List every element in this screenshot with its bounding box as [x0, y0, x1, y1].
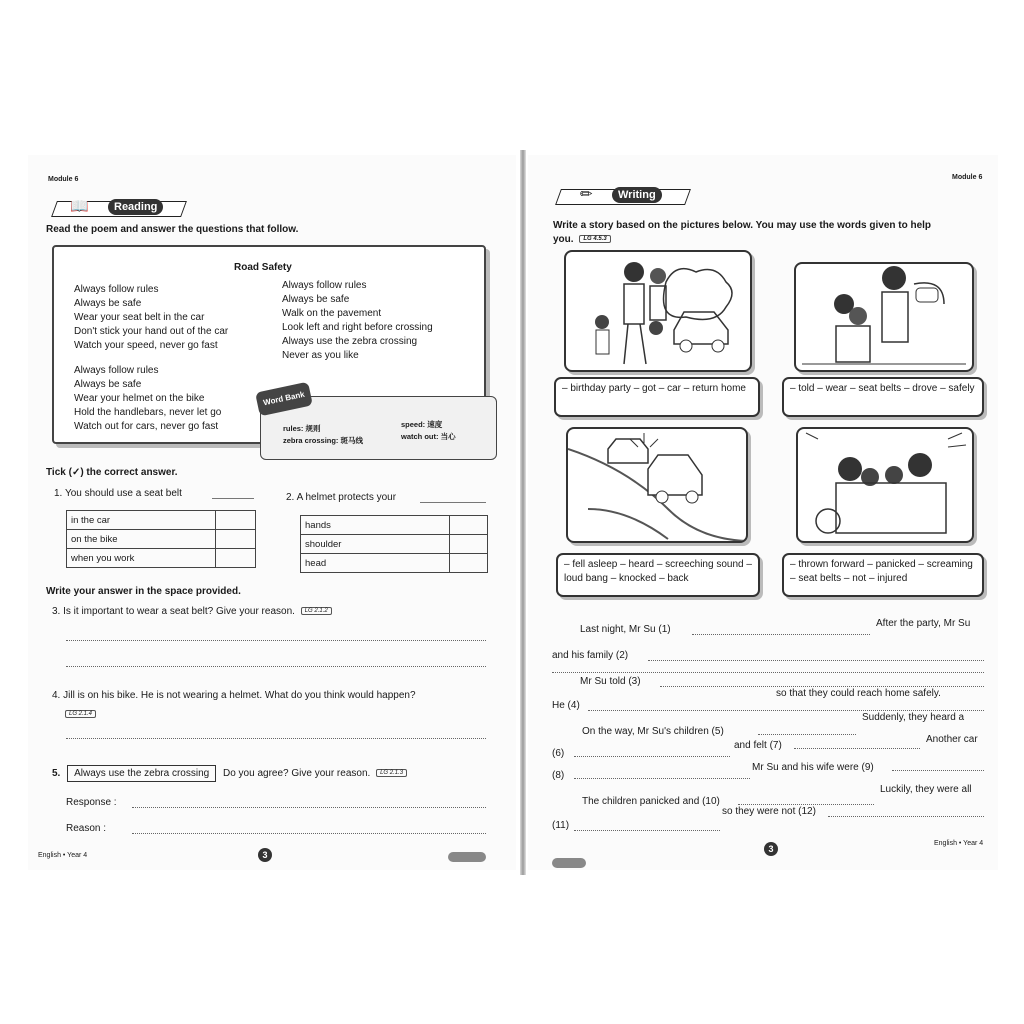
q2-option: head — [301, 554, 450, 573]
story-6b: and felt (7) — [734, 740, 782, 751]
q5-text: Do you agree? Give your reason. — [222, 768, 371, 779]
writing-banner — [552, 186, 692, 206]
word-rules: rules: 规则 — [283, 424, 321, 433]
story-6c: Another car — [926, 734, 978, 745]
poem-line: Watch your speed, never go fast — [74, 340, 218, 351]
caption-2: – told – wear – seat belts – drove – safely — [782, 377, 984, 417]
blank-10[interactable] — [738, 804, 874, 805]
reading-banner — [48, 198, 188, 218]
story-4a: so that they could reach home safely. — [776, 688, 941, 699]
blank-3[interactable] — [660, 686, 984, 687]
module-label: Module 6 — [48, 176, 79, 183]
writing-instruction-2 — [553, 234, 611, 245]
q3-text: Is it important to wear a seat belt? Give your reason. — [63, 606, 295, 617]
word-speed: speed: 速度 — [401, 420, 443, 429]
poem-line: Always follow rules — [74, 284, 159, 295]
q2-options-table — [300, 515, 488, 573]
blank-4[interactable] — [588, 710, 984, 711]
tick-heading: Tick (✓) the correct answer. — [46, 467, 178, 478]
picture-4-family-panicking — [796, 427, 974, 543]
poem-line: Always be safe — [74, 379, 142, 390]
q4-ref: LG 2.1.4 — [65, 710, 96, 718]
q1-number: 1. — [54, 488, 63, 499]
blank-12[interactable] — [828, 816, 984, 817]
poem-stanza-3 — [282, 279, 433, 363]
module-label-right: Module 6 — [952, 174, 983, 181]
poem-line: Don't stick your hand out of the car — [74, 326, 229, 337]
blank-11[interactable] — [574, 830, 720, 831]
q1-options-table — [66, 510, 256, 568]
answer-line[interactable] — [66, 640, 486, 641]
poem-line: Never as you like — [282, 350, 359, 361]
story-5a: On the way, Mr Su's children (5) — [582, 726, 724, 737]
writing-instruction-1: Write a story based on the pictures below. You may use the words given to help — [553, 220, 932, 231]
caption-1: – birthday party – got – car – return home — [554, 377, 760, 417]
word-watch: watch out: 当心 — [401, 432, 456, 441]
picture-3-car-crash — [566, 427, 748, 543]
writing-instruction-you: you. — [553, 234, 574, 245]
q5-ref: LG 2.1.3 — [376, 769, 407, 777]
poem-line: Wear your helmet on the bike — [74, 393, 205, 404]
blank-7[interactable] — [794, 748, 920, 749]
poem-line: Always follow rules — [74, 365, 159, 376]
response-label: Response : — [66, 797, 117, 808]
blank-9[interactable] — [892, 770, 984, 771]
q1-option: when you work — [67, 549, 216, 568]
footer-right: English • Year 4 — [934, 840, 984, 847]
crash-illustration — [568, 429, 746, 541]
caption-3: – fell asleep – heard – screeching sound – loud bang – knocked – back — [556, 553, 760, 597]
tick-box[interactable] — [450, 516, 488, 535]
blank-1[interactable] — [692, 634, 870, 635]
q2-option: shoulder — [301, 535, 450, 554]
story-6a: (6) — [552, 748, 565, 759]
tick-box[interactable] — [216, 530, 256, 549]
q2-option: hands — [301, 516, 450, 535]
q3 — [52, 606, 332, 617]
tick-box[interactable] — [216, 549, 256, 568]
tick-box[interactable] — [450, 554, 488, 573]
blank-8[interactable] — [574, 778, 750, 779]
write-heading: Write your answer in the space provided. — [46, 586, 241, 597]
poem-line: Walk on the pavement — [282, 308, 382, 319]
pencil-icon: ✏ — [580, 186, 593, 203]
reading-instruction: Read the poem and answer the questions that follow. — [46, 224, 299, 235]
story-1a: Last night, Mr Su (1) — [580, 624, 671, 635]
answer-line[interactable] — [66, 666, 486, 667]
publisher-logo — [448, 852, 486, 862]
word-bank-badge: Word Bank — [255, 382, 313, 417]
q4 — [52, 690, 416, 701]
q4-ref-wrap — [62, 705, 96, 723]
poem-line: Always be safe — [74, 298, 142, 309]
q2-number: 2. — [286, 492, 295, 503]
word-zebra: zebra crossing: 斑马线 — [283, 436, 364, 445]
q1-option: on the bike — [67, 530, 216, 549]
reason-label: Reason : — [66, 823, 107, 834]
q1 — [54, 488, 182, 499]
family-car-illustration — [566, 252, 750, 370]
tick-box[interactable] — [216, 511, 256, 530]
poem-stanza-2 — [74, 364, 221, 434]
story-3: Mr Su told (3) — [580, 676, 641, 687]
publisher-logo-right — [552, 858, 586, 868]
page-number-right: 3 — [764, 842, 778, 856]
poem-stanza-1 — [74, 283, 228, 353]
poem-line: Always use the zebra crossing — [282, 336, 418, 347]
q4-text: Jill is on his bike. He is not wearing a helmet. What do you think would happen? — [63, 690, 416, 701]
q5 — [52, 768, 407, 779]
q5-number: 5. — [52, 768, 61, 779]
q2 — [286, 492, 396, 503]
page-number-left: 3 — [258, 848, 272, 862]
answer-line[interactable] — [552, 672, 984, 673]
q1-option: in the car — [67, 511, 216, 530]
story-4b: He (4) — [552, 700, 580, 711]
poem-line: Hold the handlebars, never let go — [74, 407, 222, 418]
book-icon: 📖 — [70, 198, 89, 215]
section-title-right: Writing — [612, 187, 662, 203]
book-spine — [520, 150, 526, 875]
poem-line: Wear your seat belt in the car — [74, 312, 205, 323]
q5-statement-box: Always use the zebra crossing — [67, 765, 216, 782]
story-9a: (11) — [552, 820, 570, 831]
picture-2-dad-in-car — [794, 262, 974, 372]
blank-5[interactable] — [758, 734, 856, 735]
story-9b: so they were not (12) — [722, 806, 816, 817]
poem-line: Always follow rules — [282, 280, 367, 291]
story-5b: Suddenly, they heard a — [862, 712, 965, 723]
q3-number: 3. — [52, 606, 61, 617]
panic-illustration — [798, 429, 972, 541]
q3-ref: LG 2.1.2 — [301, 607, 332, 615]
reason-line[interactable] — [132, 833, 486, 834]
story-2: and his family (2) — [552, 650, 629, 661]
poem-title: Road Safety — [234, 262, 292, 273]
poem-line: Watch out for cars, never go fast — [74, 421, 219, 432]
story-1b: After the party, Mr Su — [876, 618, 971, 629]
poem-line: Always be safe — [282, 294, 350, 305]
q1-blank — [212, 498, 254, 499]
word-bank — [260, 389, 497, 460]
answer-line[interactable] — [66, 738, 486, 739]
picture-1-family-leaving-party — [564, 250, 752, 372]
story-8a: The children panicked and (10) — [582, 796, 720, 807]
q1-text: You should use a seat belt — [64, 488, 182, 499]
tick-box[interactable] — [450, 535, 488, 554]
driver-illustration — [796, 264, 972, 370]
poem-line: Look left and right before crossing — [282, 322, 433, 333]
blank-6[interactable] — [574, 756, 730, 757]
section-title: Reading — [108, 199, 163, 215]
story-8b: Luckily, they were all — [880, 784, 972, 795]
blank-2[interactable] — [648, 660, 984, 661]
story-7b: Mr Su and his wife were (9) — [752, 762, 874, 773]
q4-number: 4. — [52, 690, 61, 701]
caption-4: – thrown forward – panicked – screaming – seat belts – not – injured — [782, 553, 984, 597]
writing-ref: LG 4.5.3 — [579, 235, 610, 243]
story-7a: (8) — [552, 770, 565, 781]
q2-text: A helmet protects your — [296, 492, 397, 503]
response-line[interactable] — [132, 807, 486, 808]
q2-blank — [420, 502, 486, 503]
footer-left: English • Year 4 — [38, 852, 88, 859]
